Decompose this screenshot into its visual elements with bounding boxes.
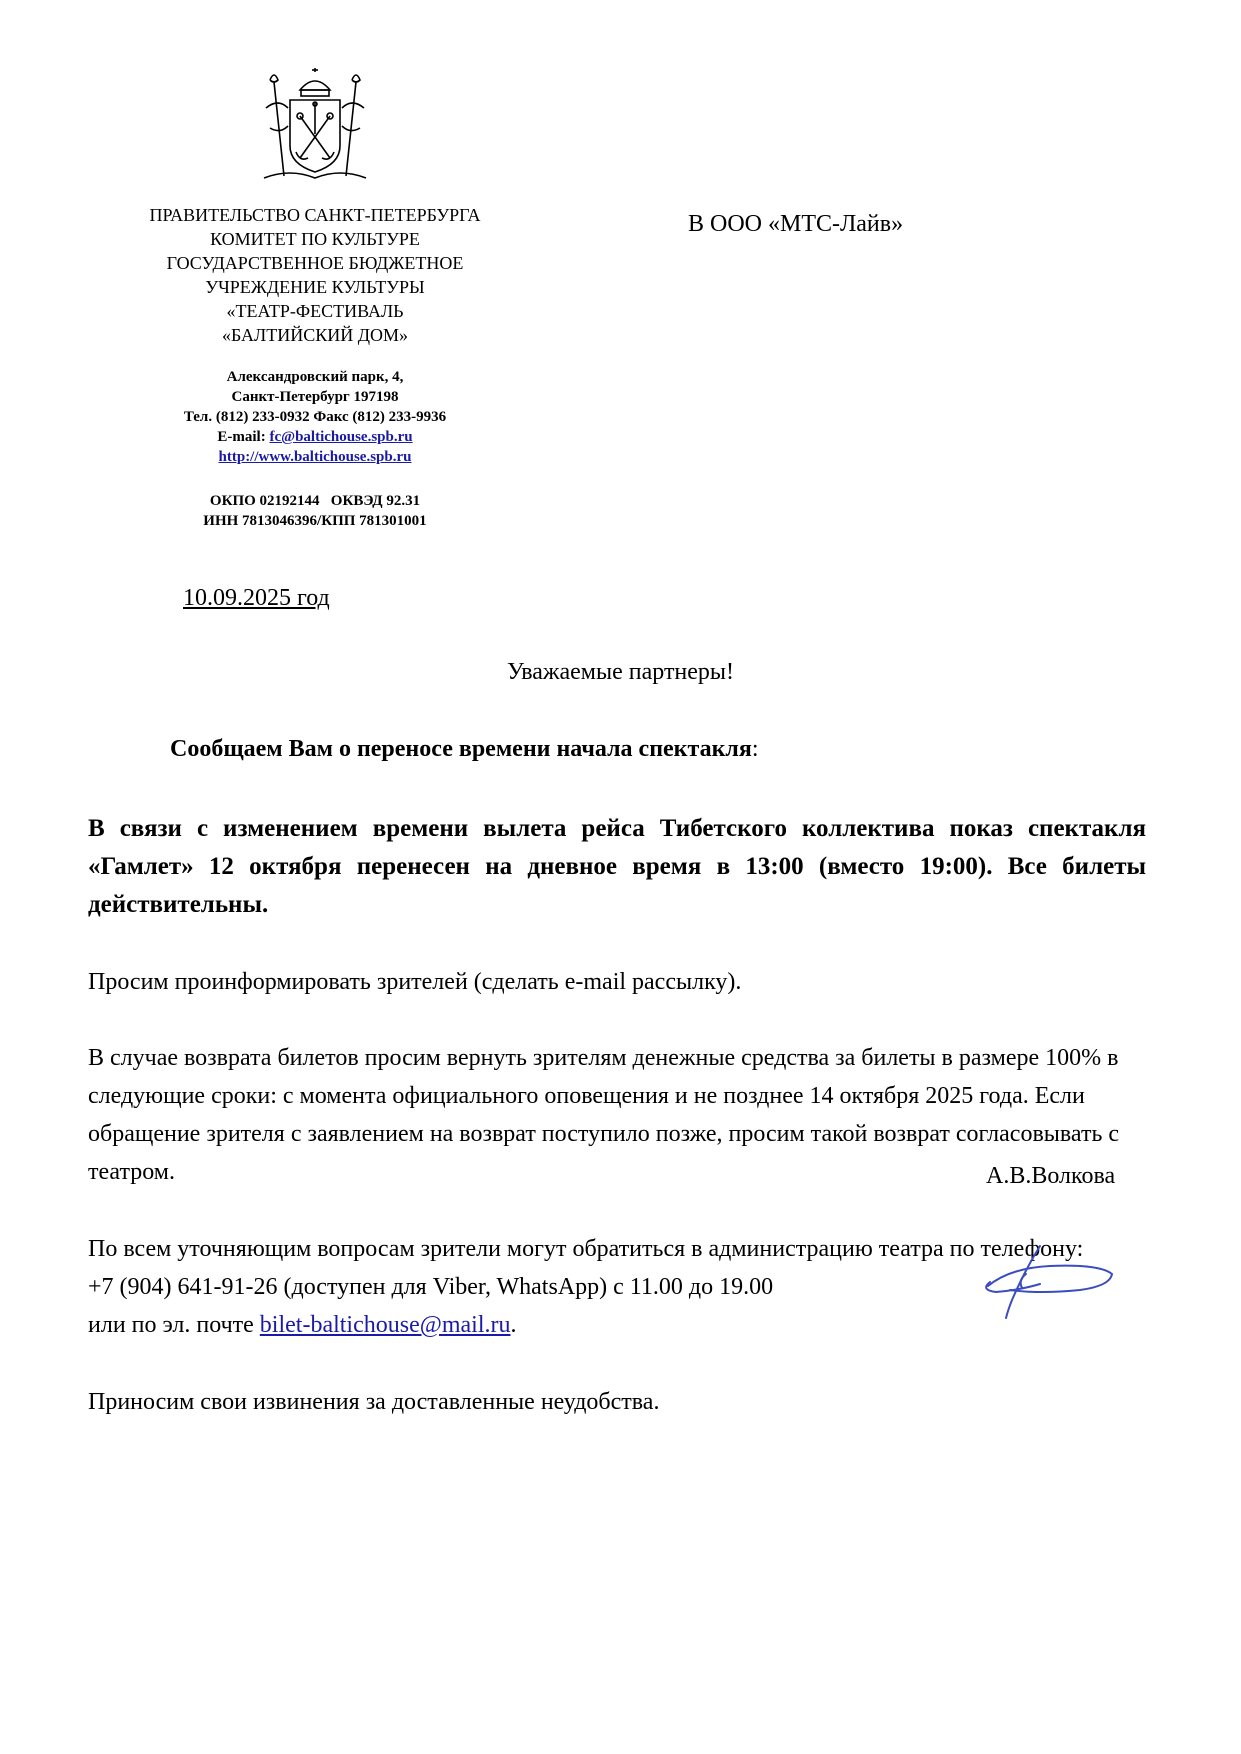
intro [170,735,759,763]
recipient: В ООО «МТС-Лайв» [688,211,904,237]
email-label: E-mail: [217,429,270,445]
inn-kpp: ИНН 7813046396/КПП 781301001 [203,513,427,529]
website-line [110,448,520,467]
address-city: Санкт-Петербург 197198 [231,389,399,405]
letter-date: 10.09.2025 год [183,585,330,611]
email-line [110,428,520,447]
signature-icon [930,1230,1150,1326]
email-link[interactable]: fc@baltichouse.spb.ru [269,429,413,445]
intro-bold: Сообщаем Вам о переносе времени начала спектакля [170,736,752,762]
address-street: Александровский парк, 4, [226,369,404,385]
letterhead-government: ПРАВИТЕЛЬСТВО САНКТ-ПЕТЕРБУРГА [149,205,481,225]
website-link[interactable]: http://www.baltichouse.spb.ru [218,449,412,465]
main-notice: В связи с изменением времени вылета рейса Тибетского коллектива показ спектакля «Гамлет» 12 октября перенесен на дневное время в 13:00 (вместо 19:00). Все билеты действительны. [88,815,1146,918]
okpo-okved: ОКПО 02192144 ОКВЭД 92.31 [209,493,421,509]
contact-email-suffix: . [510,1312,517,1338]
contact-phone: +7 (904) 641-91-26 (доступен для Viber, WhatsApp) с 11.00 до 19.00 [88,1274,774,1300]
letterhead-theatre-line2: «БАЛТИЙСКИЙ ДОМ» [221,325,409,345]
contact-line: По всем уточняющим вопросам зрители могут обратиться в администрацию театра по телефону: [88,1236,1084,1262]
contact-email-prefix: или по эл. почте [88,1312,260,1338]
request-paragraph: Просим проинформировать зрителей (сделать e-mail рассылку). [88,969,742,995]
signatory-name: А.В.Волкова [986,1163,1116,1189]
letterhead-theatre-line1: «ТЕАТР-ФЕСТИВАЛЬ [226,301,404,321]
phone-fax: Тел. (812) 233-0932 Факс (812) 233-9936 [183,409,447,425]
coat-of-arms-icon [260,68,370,186]
letterhead-institution-line2: УЧРЕЖДЕНИЕ КУЛЬТУРЫ [205,277,425,297]
contact-email-link[interactable]: bilet-baltichouse@mail.ru [259,1312,511,1338]
letterhead-institution-line1: ГОСУДАРСТВЕННОЕ БЮДЖЕТНОЕ [166,253,464,273]
letterhead-committee: КОМИТЕТ ПО КУЛЬТУРЕ [210,229,420,249]
intro-colon: : [751,736,759,762]
greeting: Уважаемые партнеры! [506,659,735,685]
refund-paragraph: В случае возврата билетов просим вернуть зрителям денежные средства за билеты в размере 100% в следующие сроки: с момента официального оповещения и не позднее 14 октября 2025 года. Если обращение зрителя с заявлением на возврат поступило позже, просим такой возврат согласовывать с театром. [88,1045,1120,1185]
apology: Приносим свои извинения за доставленные неудобства. [88,1389,660,1415]
